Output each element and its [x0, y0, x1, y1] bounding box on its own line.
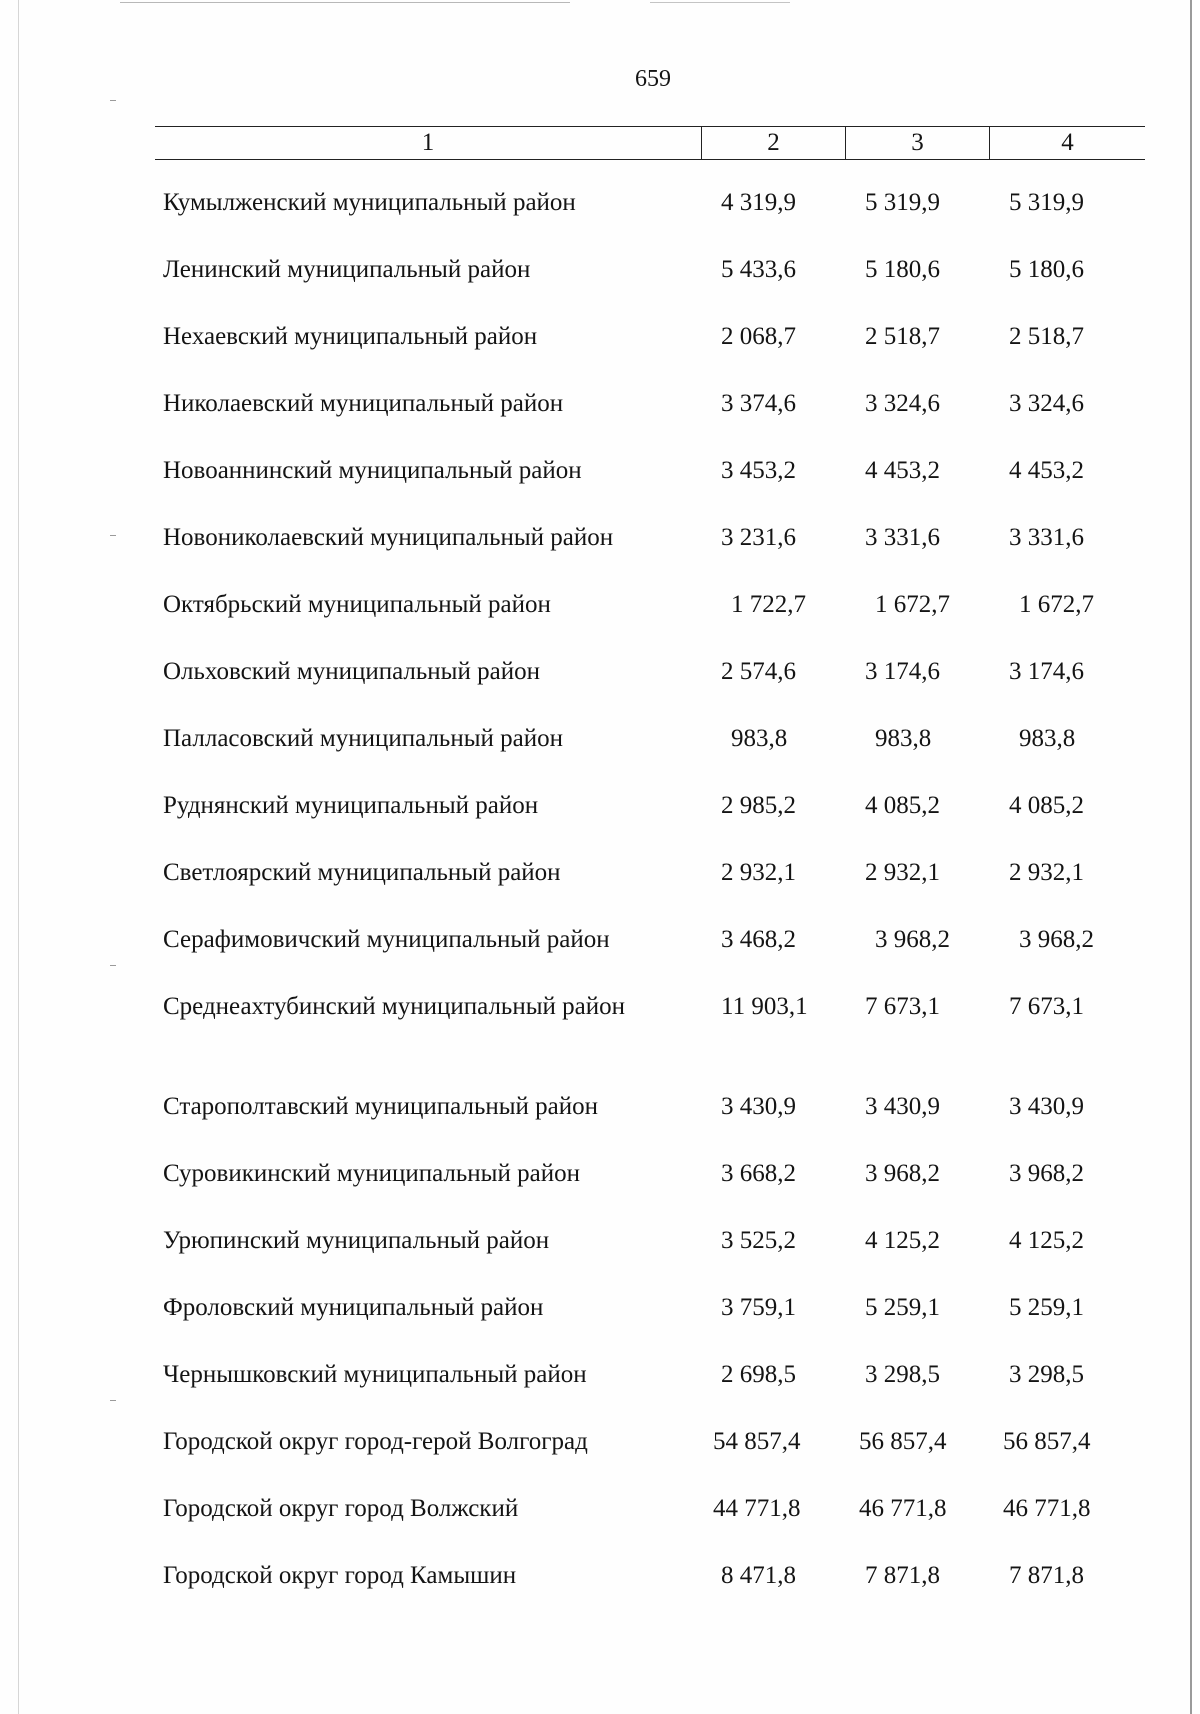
scan-mark: [110, 100, 116, 101]
cell-value: 5 259,1: [865, 1294, 940, 1321]
row-label: Октябрьский муниципальный район: [163, 591, 551, 618]
cell-value: 3 468,2: [721, 926, 796, 953]
cell-value: 7 673,1: [1009, 993, 1084, 1020]
cell-value: 4 085,2: [865, 792, 940, 819]
cell-value: 1 672,7: [875, 591, 950, 618]
cell-value: 3 525,2: [721, 1227, 796, 1254]
cell-value: 3 968,2: [865, 1160, 940, 1187]
cell-value: 3 324,6: [865, 390, 940, 417]
cell-value: 7 673,1: [865, 993, 940, 1020]
scan-mark: [110, 535, 116, 536]
table-row: [163, 253, 1145, 320]
table-row: [163, 856, 1145, 923]
scan-mark: [110, 1400, 116, 1401]
row-label: Николаевский муниципальный район: [163, 390, 564, 417]
cell-value: 2 068,7: [721, 323, 796, 350]
table-row: [163, 1425, 1145, 1492]
table-row: [163, 1224, 1145, 1291]
cell-value: 4 125,2: [865, 1227, 940, 1254]
cell-value: 4 453,2: [865, 457, 940, 484]
table-row: [163, 1291, 1145, 1358]
cell-value: 2 518,7: [865, 323, 940, 350]
cell-value: 46 771,8: [859, 1495, 947, 1522]
cell-value: 3 174,6: [1009, 658, 1084, 685]
cell-value: 8 471,8: [721, 1562, 796, 1589]
cell-value: 4 453,2: [1009, 457, 1084, 484]
cell-value: 54 857,4: [713, 1428, 801, 1455]
row-label: Кумылженский муниципальный район: [163, 189, 576, 216]
row-label: Чернышковский муниципальный район: [163, 1361, 587, 1388]
scan-mark: [110, 965, 116, 966]
cell-value: 3 231,6: [721, 524, 796, 551]
cell-value: 3 374,6: [721, 390, 796, 417]
cell-value: 1 722,7: [731, 591, 806, 618]
table-header: [155, 126, 1145, 160]
cell-value: 3 430,9: [865, 1093, 940, 1120]
cell-value: 56 857,4: [1003, 1428, 1091, 1455]
row-label: Нехаевский муниципальный район: [163, 323, 538, 350]
table-row: [163, 186, 1145, 253]
cell-value: 3 298,5: [865, 1361, 940, 1388]
column-header: 4: [989, 127, 1145, 159]
cell-value: 2 574,6: [721, 658, 796, 685]
cell-value: 3 453,2: [721, 457, 796, 484]
table-row: [163, 722, 1145, 789]
row-label: Суровикинский муниципальный район: [163, 1160, 580, 1187]
table-row: [163, 1157, 1145, 1224]
scan-edge: [1190, 0, 1192, 1714]
scan-edge: [650, 2, 790, 3]
table-row: [163, 1090, 1145, 1157]
cell-value: 3 331,6: [865, 524, 940, 551]
row-label: Старополтавский муниципальный район: [163, 1093, 598, 1120]
table-body: [163, 186, 1145, 1626]
cell-value: 5 433,6: [721, 256, 796, 283]
cell-value: 2 932,1: [1009, 859, 1084, 886]
table-row: [163, 521, 1145, 588]
cell-value: 3 668,2: [721, 1160, 796, 1187]
table-row: [163, 789, 1145, 856]
cell-value: 56 857,4: [859, 1428, 947, 1455]
cell-value: 2 932,1: [865, 859, 940, 886]
row-label: Палласовский муниципальный район: [163, 725, 563, 752]
table-row: [163, 655, 1145, 722]
cell-value: 7 871,8: [1009, 1562, 1084, 1589]
row-label: Урюпинский муниципальный район: [163, 1227, 550, 1254]
column-header: 2: [701, 127, 845, 159]
cell-value: 983,8: [731, 725, 788, 752]
cell-value: 3 430,9: [721, 1093, 796, 1120]
cell-value: 2 985,2: [721, 792, 796, 819]
cell-value: 2 698,5: [721, 1361, 796, 1388]
table-row: [163, 1492, 1145, 1559]
cell-value: 3 298,5: [1009, 1361, 1084, 1388]
page-number: 659: [635, 66, 671, 92]
cell-value: 3 968,2: [1019, 926, 1094, 953]
row-label: Среднеахтубинский муниципальный район: [163, 993, 625, 1020]
cell-value: 2 518,7: [1009, 323, 1084, 350]
cell-value: 4 319,9: [721, 189, 796, 216]
row-label: Фроловский муниципальный район: [163, 1294, 544, 1321]
cell-value: 5 180,6: [1009, 256, 1084, 283]
table-row: [163, 387, 1145, 454]
cell-value: 5 259,1: [1009, 1294, 1084, 1321]
cell-value: 5 319,9: [1009, 189, 1084, 216]
table-row: [163, 588, 1145, 655]
cell-value: 5 180,6: [865, 256, 940, 283]
table-row: [163, 923, 1145, 990]
cell-value: 3 324,6: [1009, 390, 1084, 417]
cell-value: 44 771,8: [713, 1495, 801, 1522]
table-row: [163, 990, 1145, 1090]
cell-value: 3 968,2: [1009, 1160, 1084, 1187]
column-header: 3: [845, 127, 989, 159]
table-row: [163, 1358, 1145, 1425]
cell-value: 983,8: [1019, 725, 1076, 752]
cell-value: 46 771,8: [1003, 1495, 1091, 1522]
cell-value: 4 125,2: [1009, 1227, 1084, 1254]
row-label: Городской округ город Волжский: [163, 1495, 519, 1522]
cell-value: 3 430,9: [1009, 1093, 1084, 1120]
row-label: Светлоярский муниципальный район: [163, 859, 561, 886]
row-label: Городской округ город Камышин: [163, 1562, 517, 1589]
row-label: Новониколаевский муниципальный район: [163, 524, 614, 551]
row-label: Городской округ город-герой Волгоград: [163, 1428, 588, 1455]
column-header: 1: [421, 129, 435, 156]
cell-value: 11 903,1: [721, 993, 808, 1020]
cell-value: 1 672,7: [1019, 591, 1094, 618]
row-label: Серафимовичский муниципальный район: [163, 926, 610, 953]
cell-value: 983,8: [875, 725, 932, 752]
cell-value: 2 932,1: [721, 859, 796, 886]
row-label: Ольховский муниципальный район: [163, 658, 540, 685]
cell-value: 3 174,6: [865, 658, 940, 685]
scan-edge: [120, 2, 570, 3]
cell-value: 3 759,1: [721, 1294, 796, 1321]
cell-value: 3 968,2: [875, 926, 950, 953]
table-row: [163, 1559, 1145, 1626]
table-row: [163, 320, 1145, 387]
row-label: Новоаннинский муниципальный район: [163, 457, 582, 484]
scan-edge: [18, 0, 19, 1714]
row-label: Ленинский муниципальный район: [163, 256, 531, 283]
cell-value: 4 085,2: [1009, 792, 1084, 819]
cell-value: 5 319,9: [865, 189, 940, 216]
cell-value: 3 331,6: [1009, 524, 1084, 551]
table-row: [163, 454, 1145, 521]
cell-value: 7 871,8: [865, 1562, 940, 1589]
row-label: Руднянский муниципальный район: [163, 792, 539, 819]
